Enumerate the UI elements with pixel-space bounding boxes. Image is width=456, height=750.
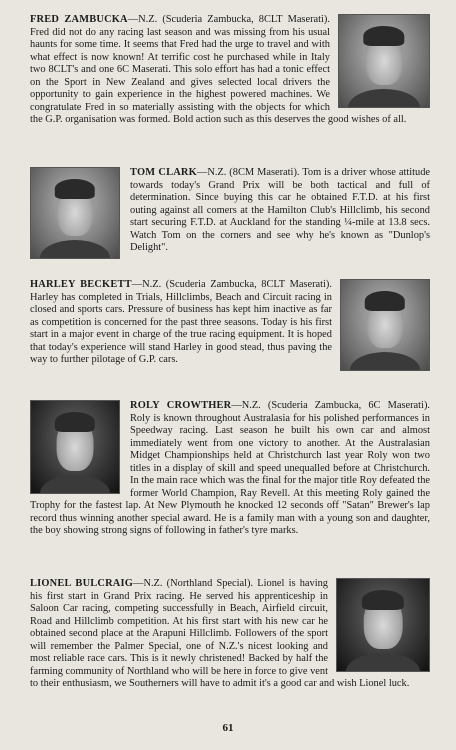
driver-entry-bulcraig <box>30 578 430 691</box>
driver-name: HARLEY BECKETT <box>30 279 132 290</box>
driver-entry-beckett <box>30 279 430 375</box>
driver-bio: —N.Z. (Scuderia Zambucka, 8CLT Maserati). Fred did not do any racing last season and was missing from his usual haunts for some time. It seems that Fred had the urge to travel and with what effect is now known! At terrific cost he purchased while in Italy two 8CLT's and one 6C Maserati. This solo effort has had a tonic effect on the Sport in New Zealand and gives selected local drivers the opportunity to gain experience in the highest powered machines. We congratulate Fred in so materially assisting with the objects for which the G.P. organisation was formed. Bold action such as this deserves the good wishes of all. <box>30 14 407 125</box>
driver-bio: —N.Z. (Northland Special). Lionel is having his first start in Grand Prix racing. He served his apprenticeship in Saloon Car racing, competing successfully in Beach, Airfield circuit, Road and Hillclimb competition. At his first start with his new car he obtained second place at the Arapuni Hillclimb. Followers of the sport will remember the Palmer Special, one of N.Z.'s nicest looking and most reliable race cars. This is it newly christened! Backed by half the farming community of Northland who will be here in force to give vent to their enthusiasm, we Southerners will have to admit it's a good car and wish Lionel luck. <box>30 578 410 689</box>
driver-name: TOM CLARK <box>130 167 197 178</box>
driver-entry-crowther <box>30 400 430 538</box>
driver-name: LIONEL BULCRAIG <box>30 578 134 589</box>
driver-entry-zambucka <box>30 14 430 127</box>
driver-name: ROLY CROWTHER <box>130 400 232 411</box>
driver-photo <box>30 167 120 259</box>
driver-bio: —N.Z. (Scuderia Zambucka, 6C Maserati). Roly is known throughout Australasia for his polished performances in Speedway racing. Last season he built his own car and almost immediately went from one victory to another. At the Australasian Midget Championships held at Christchurch last year Roly won two titles in a display of skill and speed unequalled before at Christchurch. In the main race which was the final for the major title Roy defeated the former World Champion, Ray Revell. At this meeting Roly gained the Trophy for the fastest lap. At New Plymouth he knocked 12 seconds off "Satan" Brewer's lap record thus winning another special award. He is a family man with a young son and daughter, the boy showing strong signs of following in father's tyre marks. <box>30 400 431 536</box>
driver-photo <box>30 400 120 494</box>
page-number: 61 <box>222 722 234 734</box>
driver-bio: —N.Z. (Scuderia Zambucka, 8CLT Maserati). Harley has completed in Trials, Hillclimbs, Beach and Circuit racing in closed and sports cars. Pressure of business has kept him inactive as far as competition is concerned for the past three seasons. Today is his first start in a major event in charge of the true racing equipment. It is hoped that today's experience will stand Harley in good stead, thus paving the way to further pilotage of G.P. cars. <box>30 279 332 365</box>
driver-bio: —N.Z. (8CM Maserati). Tom is a driver whose attitude towards today's Grand Prix will be both tactical and full of determination. Since buying this car he obtained F.T.D. at his first outing against all comers at the Hamilton Club's Hillclimb, his second start securing F.T.D. at Auckland for the standing ¼-mile at 13.8 secs. Watch Tom on the corners and see why he's known as "Dunlop's Delight". <box>130 167 430 253</box>
driver-photo <box>338 14 430 108</box>
driver-entry-clark <box>30 167 430 263</box>
driver-name: FRED ZAMBUCKA <box>30 14 128 25</box>
driver-photo <box>340 279 430 371</box>
driver-photo <box>336 578 430 672</box>
